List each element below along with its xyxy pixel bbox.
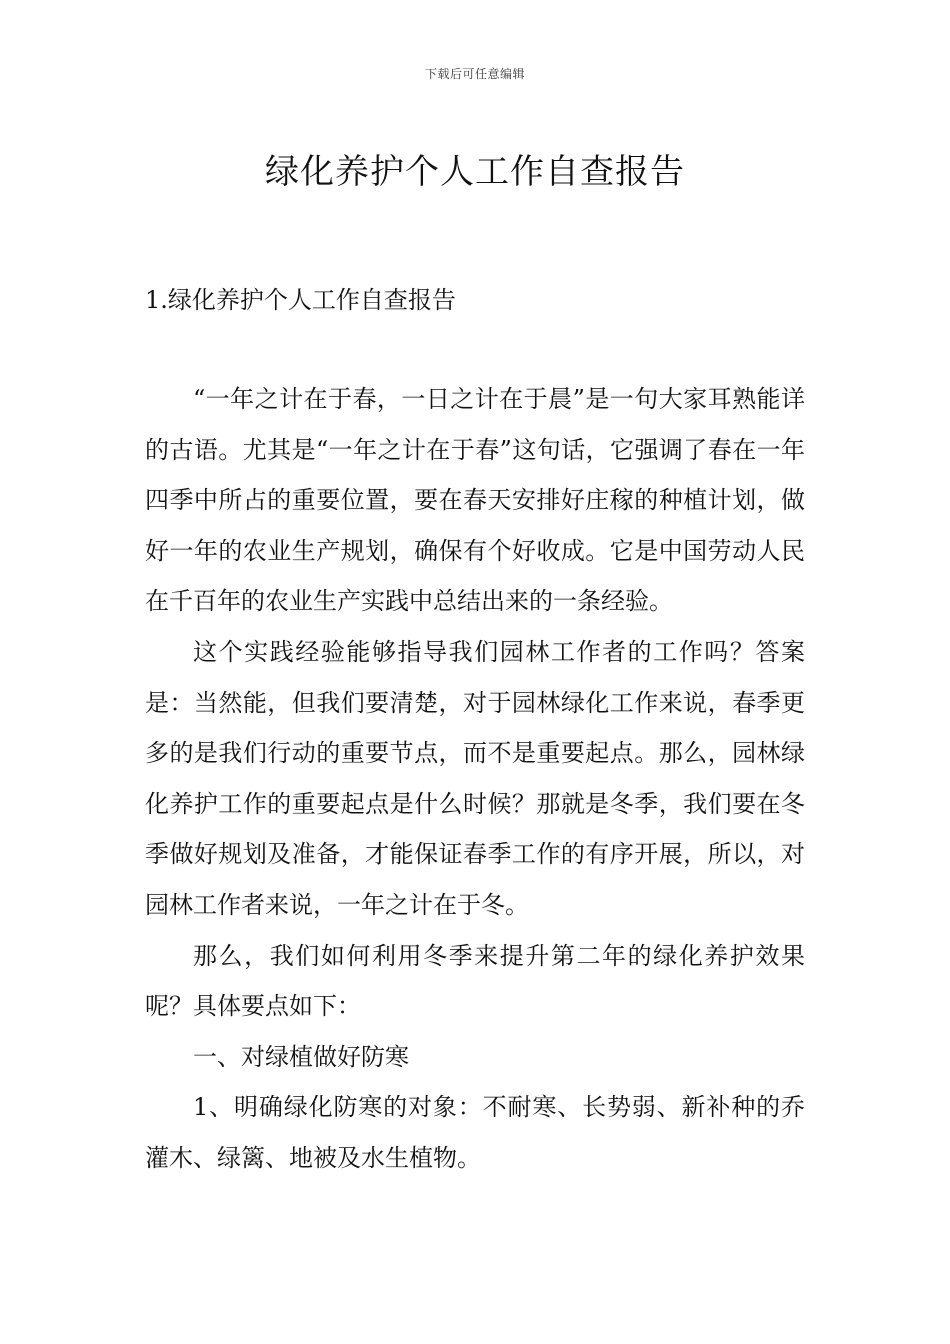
paragraph-item-1: 1、明确绿化防寒的对象：不耐寒、长势弱、新补种的乔灌木、绿篱、地被及水生植物。 [145, 1093, 805, 1172]
paragraph-question: 那么，我们如何利用冬季来提升第二年的绿化养护效果呢？具体要点如下： [145, 941, 805, 1021]
paragraph-practice: 这个实践经验能够指导我们园林工作者的工作吗？答案是：当然能，但我们要清楚，对于园林绿化工作来说，春季更多的是我们行动的重要节点，而不是重要起点。那么，园林绿化养护工作的重要起点是什么时候？那就是冬季，我们要在冬季做好规划及准备，才能保证春季工作的有序开展，所以，对园林工作者来说，一年之计在于冬。 [145, 637, 805, 919]
paragraph-subheading: 一、对绿植做好防寒 [193, 1042, 409, 1071]
paragraph-intro: “一年之计在于春，一日之计在于晨”是一句大家耳熟能详的古语。尤其是“一年之计在于春”这句话，它强调了春在一年四季中所占的重要位置，要在春天安排好庄稼的种植计划，做好一年的农业生产规划，确保有个好收成。它是中国劳动人民在千百年的农业生产实践中总结出来的一条经验。 [145, 385, 805, 616]
section-heading: 1.绿化养护个人工作自查报告 [145, 286, 456, 314]
document-title: 绿化养护个人工作自查报告 [265, 151, 685, 192]
header-note: 下载后可任意编辑 [424, 67, 525, 81]
document-body [145, 374, 805, 1184]
